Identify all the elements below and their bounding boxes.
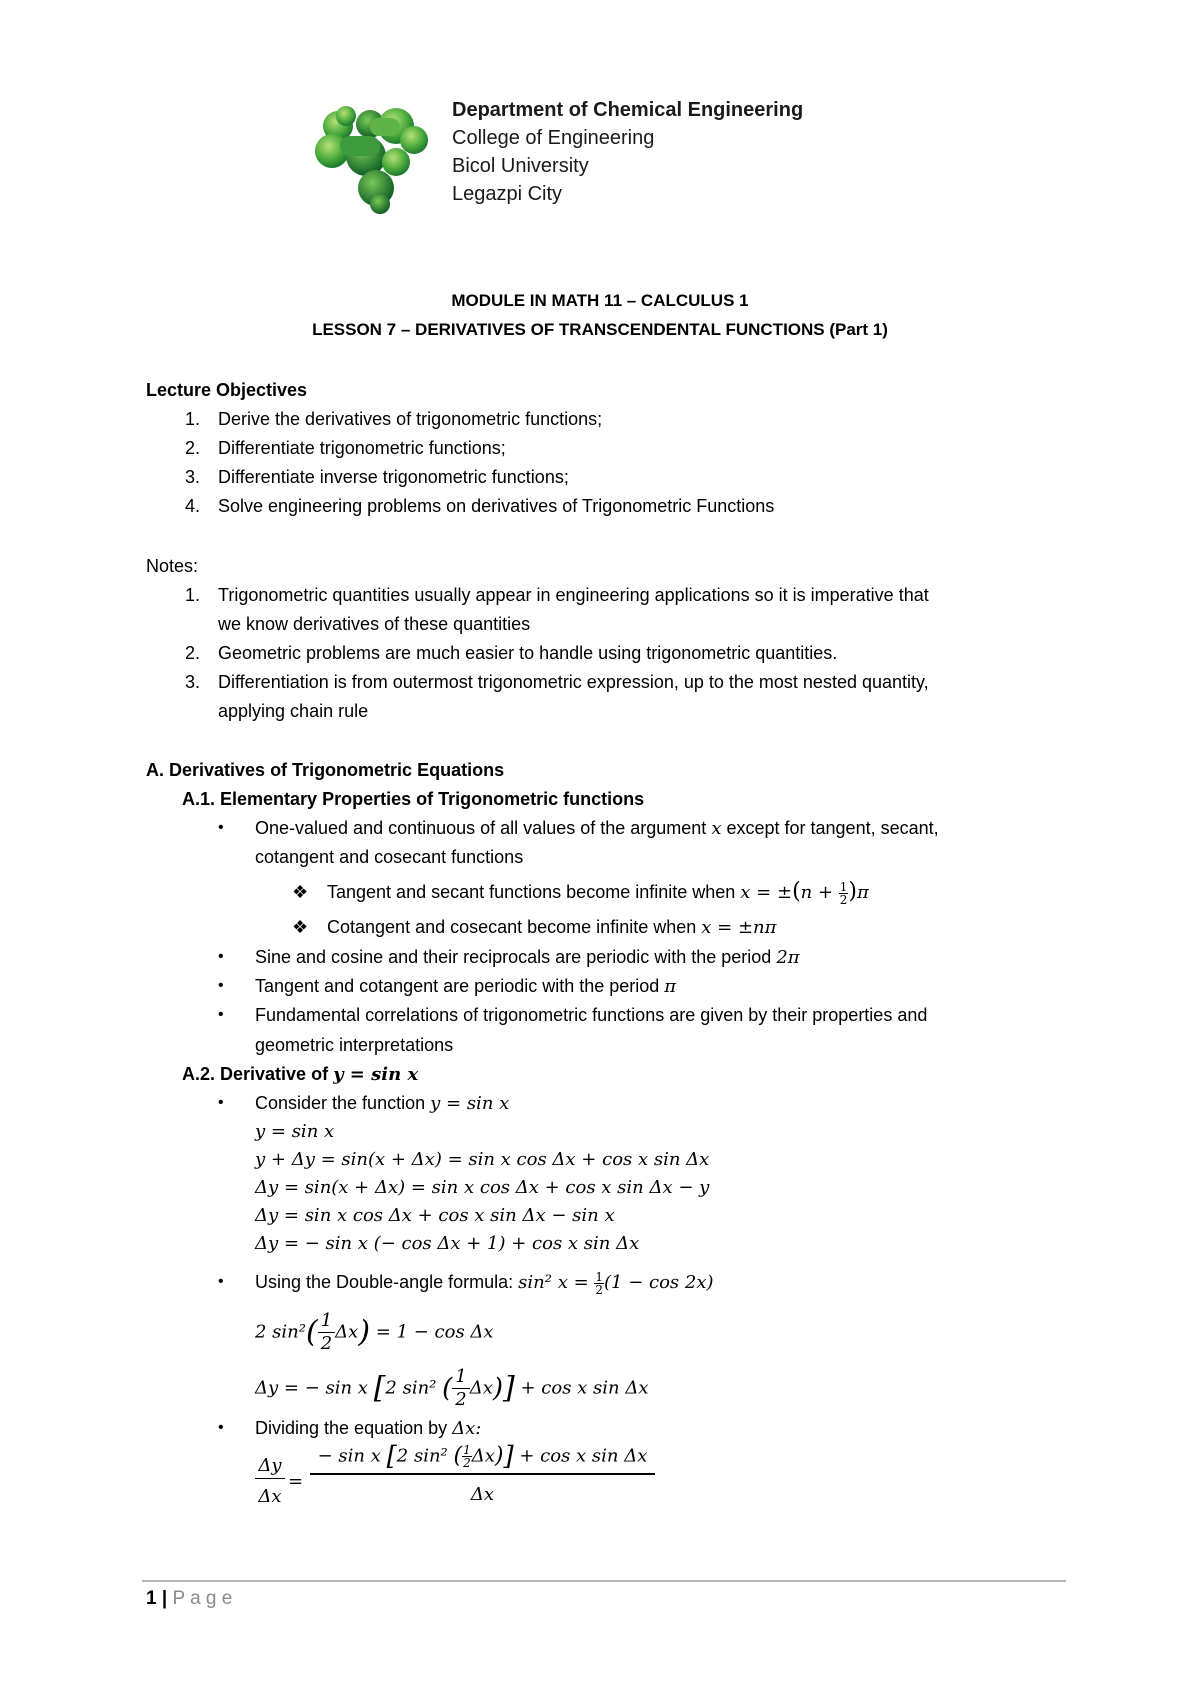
equation-2: y + Δy = sin(x + Δx) = sin x cos Δx + cos x sin Δx xyxy=(255,1149,710,1170)
objective-text: Differentiate trigonometric functions; xyxy=(218,438,506,458)
objective-number: 1. xyxy=(184,409,200,429)
page-label: P a g e xyxy=(172,1588,233,1609)
fraction-rhs xyxy=(310,1441,655,1507)
college-name: College of Engineering xyxy=(452,127,655,149)
a1-bullet2: Sine and cosine and their reciprocals are periodic with the period 2π xyxy=(255,947,800,968)
notes-heading: Notes: xyxy=(146,556,199,576)
note-text-cont: we know derivatives of these quantities xyxy=(218,614,531,634)
a2-heading: A.2. Derivative of y = sin x xyxy=(182,1064,419,1085)
objective-text: Solve engineering problems on derivatives of Trigonometric Functions xyxy=(218,496,775,516)
university-name: Bicol University xyxy=(452,155,589,177)
section-a-heading: A. Derivatives of Trigonometric Equations xyxy=(146,760,505,780)
fraction-lhs-numerator: Δy xyxy=(255,1454,285,1479)
equation-1: y = sin x xyxy=(255,1121,335,1142)
city-name: Legazpi City xyxy=(452,183,563,205)
objectives-heading: Lecture Objectives xyxy=(146,380,308,400)
fraction-rhs-denominator: Δx xyxy=(470,1484,495,1505)
bullet-icon: • xyxy=(218,819,224,836)
equation-6: 2 sin²( $\frac{1}{2}$ Δx) = 1 − cos Δx xyxy=(255,1310,494,1354)
a1-bullet4-line1: Fundamental correlations of trigonometric functions are given by their properties and xyxy=(255,1005,928,1025)
footer-divider xyxy=(142,1580,1066,1582)
equation-7: Δy = − sin x [2 sin² ( $\frac{1}{2}$ Δx)] + cos x sin Δx xyxy=(255,1366,649,1410)
objective-number: 3. xyxy=(184,467,200,487)
objective-text: Differentiate inverse trigonometric functions; xyxy=(218,467,569,487)
note-text: Differentiation is from outermost trigonometric expression, up to the most nested quantity, xyxy=(218,672,929,692)
a2-double-angle: Using the Double-angle formula: sin² x = $\frac{1}{2}$ (1 − cos 2x) xyxy=(255,1269,714,1297)
equals-sign: = xyxy=(288,1471,304,1492)
a1-bullet1-line2: cotangent and cosecant functions xyxy=(255,847,524,867)
a1-bullet3: Tangent and cotangent are periodic with the period π xyxy=(255,976,677,997)
module-title: MODULE IN MATH 11 – CALCULUS 1 xyxy=(451,291,749,310)
fraction-rhs-numerator: − sin x [2 sin² ( $\frac{1}{2}$ Δx)] + cos x sin Δx xyxy=(310,1444,655,1475)
bullet-icon: • xyxy=(218,977,224,994)
diamond-bullet-icon: ❖ xyxy=(292,917,309,937)
note-number: 1. xyxy=(184,585,200,605)
fraction-lhs xyxy=(255,1454,285,1509)
equation-5: Δy = − sin x (− cos Δx + 1) + cos x sin Δx xyxy=(255,1233,640,1254)
equation-4: Δy = sin x cos Δx + cos x sin Δx − sin x xyxy=(255,1205,615,1226)
bullet-icon: • xyxy=(218,1006,224,1023)
a1-bullet4-line2: geometric interpretations xyxy=(255,1035,454,1055)
department-logo xyxy=(310,96,440,214)
bullet-icon: • xyxy=(218,1419,224,1436)
note-text: Trigonometric quantities usually appear in engineering applications so it is imperative that xyxy=(218,585,929,605)
a1-bullet1-line1: One-valued and continuous of all values of the argument x except for tangent, secant, xyxy=(255,818,939,839)
lesson-title: LESSON 7 – DERIVATIVES OF TRANSCENDENTAL FUNCTIONS (Part 1) xyxy=(312,320,888,339)
objective-number: 4. xyxy=(184,496,200,516)
department-name: Department of Chemical Engineering xyxy=(452,99,804,121)
a2-dividing: Dividing the equation by Δx: xyxy=(255,1418,482,1439)
page-footer: 1 | P a g e xyxy=(146,1588,233,1609)
objective-text: Derive the derivatives of trigonometric functions; xyxy=(218,409,603,429)
diamond-bullet-icon: ❖ xyxy=(292,882,309,902)
a1-heading: A.1. Elementary Properties of Trigonometric functions xyxy=(182,789,645,809)
bullet-icon: • xyxy=(218,948,224,965)
note-number: 3. xyxy=(184,672,200,692)
objective-number: 2. xyxy=(184,438,200,458)
note-text: Geometric problems are much easier to handle using trigonometric quantities. xyxy=(218,643,838,663)
note-text-cont: applying chain rule xyxy=(218,701,369,721)
bullet-icon: • xyxy=(218,1094,224,1111)
a1-sub1: Tangent and secant functions become infinite when x = ±(n + $\frac{1}{2}$ )π xyxy=(327,879,869,907)
equation-3: Δy = sin(x + Δx) = sin x cos Δx + cos x sin Δx − y xyxy=(255,1177,710,1198)
page-number: 1 xyxy=(146,1588,157,1609)
a1-sub2: Cotangent and cosecant become infinite when x = ±nπ xyxy=(327,917,777,938)
note-number: 2. xyxy=(184,643,200,663)
bullet-icon: • xyxy=(218,1273,224,1290)
a2-consider: Consider the function y = sin x xyxy=(255,1093,510,1114)
fraction-lhs-denominator: Δx xyxy=(258,1486,282,1507)
